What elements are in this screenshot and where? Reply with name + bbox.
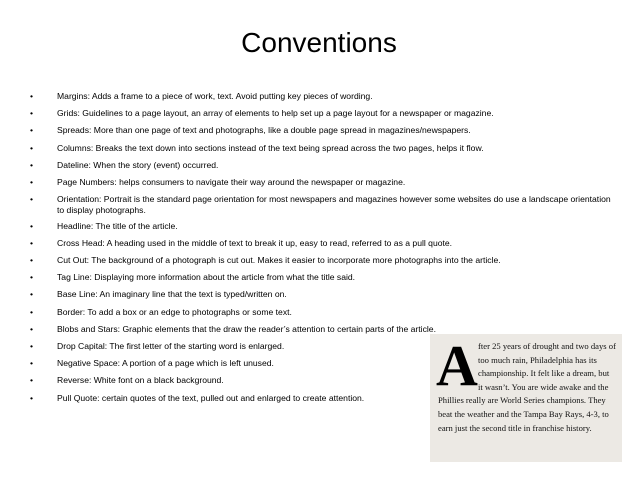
bullet: • [30,306,34,317]
item-text: Dateline: When the story (event) occurred. [57,159,219,170]
list-item [30,255,620,266]
item-text: Reverse: White font on a black background. [57,375,224,386]
bullet: • [30,392,34,403]
drop-cap-example-image [430,334,622,462]
list-item [30,125,620,136]
item-text: Orientation: Portrait is the standard page orientation for most newspapers and magazines however some websites do use a landscape orientation to display photographs. [57,194,611,216]
item-text: Columns: Breaks the text down into sections instead of the text being spread across the two pages, helps it flow. [57,142,484,153]
bullet: • [30,358,34,369]
list-item [30,238,620,249]
item-text: Spreads: More than one page of text and photographs, like a double page spread in magazines/newspapers. [57,125,471,136]
bullet: • [30,323,34,334]
item-text: Drop Capital: The first letter of the starting word is enlarged. [57,340,285,351]
bullet: • [30,255,34,265]
bullet: • [30,340,34,351]
bullet: • [30,91,34,101]
list-item [30,289,620,300]
list-item [30,143,620,154]
drop-capital: A [436,334,478,398]
list-item [30,160,620,171]
list-item [30,177,620,188]
item-text: Tag Line: Displaying more information about the article from what the title said. [57,272,356,283]
item-text: Blobs and Stars: Graphic elements that the draw the reader’s attention to certain parts of the article. [57,323,436,334]
bullet: • [30,125,34,136]
item-text: Pull Quote: certain quotes of the text, pulled out and enlarged to create attention. [57,392,365,403]
bullet: • [30,237,34,248]
item-text: Negative Space: A portion of a page which is left unused. [57,358,274,369]
item-text: Base Line: An imaginary line that the text is typed/written on. [57,289,287,300]
bullet: • [30,272,34,283]
bullet: • [30,289,34,300]
bullet: • [30,220,34,231]
item-text: Margins: Adds a frame to a piece of work, text. Avoid putting key pieces of wording. [57,91,373,101]
item-text: Cut Out: The background of a photograph is cut out. Makes it easier to incorporate more photographs into the article. [57,255,501,265]
bullet: • [30,375,34,386]
list-item [30,108,620,119]
bullet: • [30,159,34,170]
item-text: Cross Head: A heading used in the middle of text to break it up, easy to read, referred to as a pull quote. [57,237,453,248]
item-text: Headline: The title of the article. [57,220,178,231]
list-item [30,307,620,318]
bullet: • [30,142,34,153]
item-text: Page Numbers: helps consumers to navigate their way around the newspaper or magazine. [57,176,406,187]
item-text: Border: To add a box or an edge to photographs or some text. [57,306,292,317]
list-item [30,272,620,283]
bullet: • [30,194,34,205]
item-text: Grids: Guidelines to a page layout, an array of elements to help set up a page layout for a newspaper or magazine. [57,108,494,119]
bullet: • [30,176,34,187]
slide-title: Conventions [241,27,397,58]
list-item [30,194,620,216]
bullet: • [30,108,34,119]
list-item [30,91,620,102]
list-item [30,221,620,232]
example-article-text [438,340,616,435]
article-body: fter 25 years of drought and two days of too much rain, Philadelphia has its championship. It felt like a dream, but it wasn’t. You are wide awake and the Phillies really are World Series champions. They beat the weather and the Tampa Bay Rays, 4-3, to earn just the second title in franchise history. [438,341,616,433]
